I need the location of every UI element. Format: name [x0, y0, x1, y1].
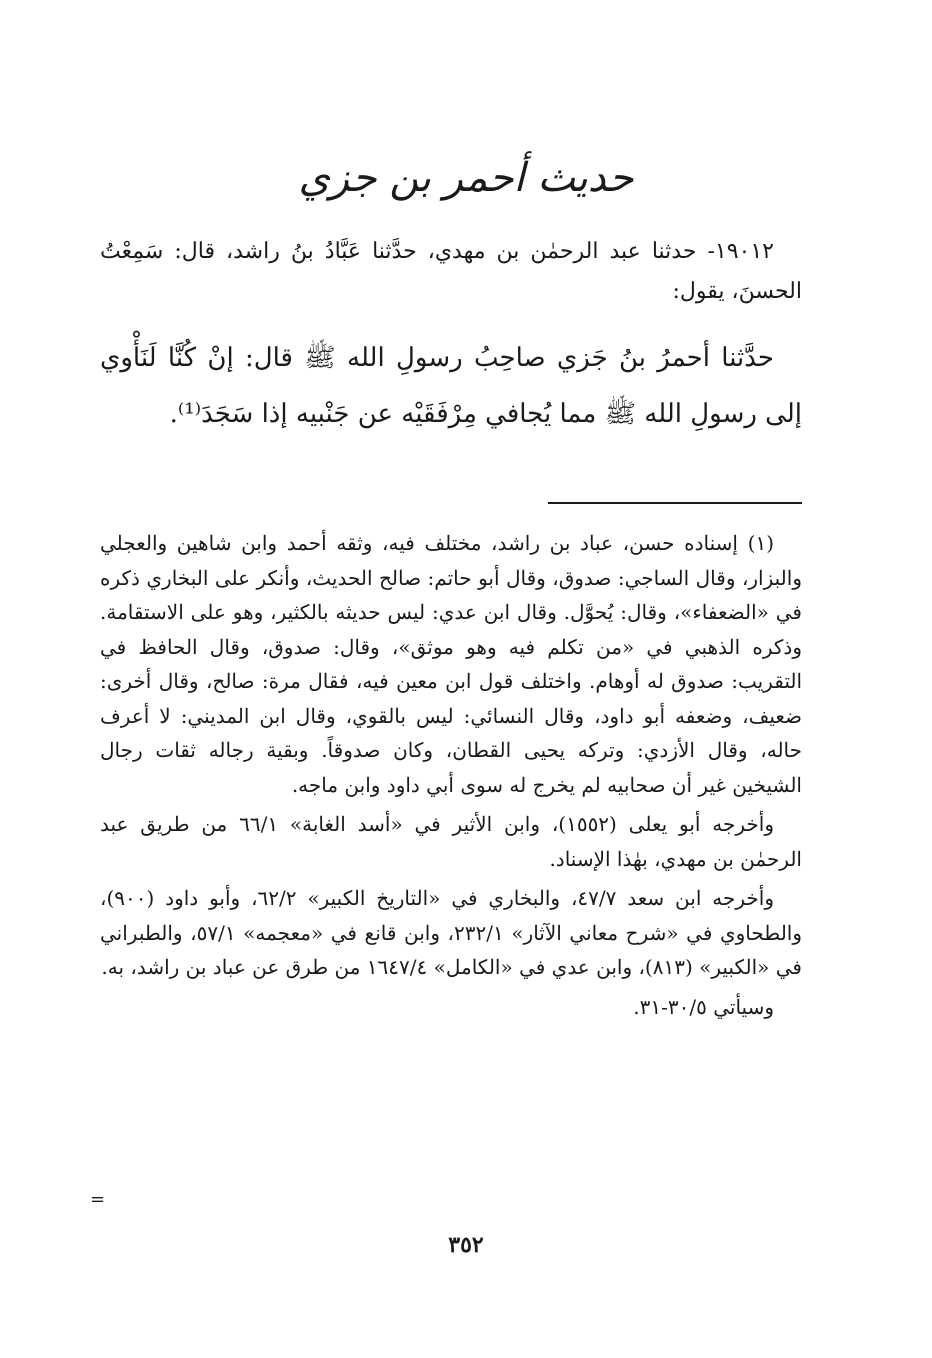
footnote-takhrij-2: وأخرجه ابن سعد ٤٧/٧، والبخاري في «التاريخ الكبير» ٦٢/٢، وأبو داود (٩٠٠)، والطحاوي في «شرح معاني الآثار» ٢٣٢/١، وابن قانع في «معجمه» ٥٧/١، والطبراني في «الكبير» (٨١٣)، وابن عدي في «الكامل» ١٦٤٧/٤ من طرق عن عباد بن راشد، به.: [100, 886, 803, 979]
hadith-intro: ١٩٠١٢- حدثنا عبد الرحمٰن بن مهدي، حدَّثنا عَبَّادُ بنُ راشد، قال: سَمِعْتُ الحسنَ، يقول:: [100, 239, 802, 304]
footnotes: [100, 526, 802, 1029]
section-heading: حديث أحمر بن جزي: [298, 155, 634, 201]
footnote-divider: [548, 502, 802, 504]
hadith-chain: [100, 232, 802, 312]
footnote-takhrij-1: وأخرجه أبو يعلى (١٥٥٢)، وابن الأثير في «أسد الغابة» ٦٦/١ من طريق عبد الرحمٰن بن مهدي، بهٰذا الإسناد.: [100, 812, 802, 871]
hadith-text: حدَّثنا أحمرُ بنُ جَزي صاحِبُ رسولِ الله ﷺ قال: إنْ كُنَّا لَنَأْوي إلى رسولِ الله ﷺ مما يُجافي مِرْفَقَيْه عن جَنْبيه إذا سَجَدَ⁽¹⁾.: [100, 343, 802, 429]
footnote-isnad: (١) إسناده حسن، عباد بن راشد، مختلف فيه، وثقه أحمد وابن شاهين والعجلي والبزار، وقال الساجي: صدوق، وقال أبو حاتم: صالح الحديث، وأنكر على البخاري ذكره في «الضعفاء»، وقال: يُحوَّل. وقال ابن عدي: ليس حديثه بالكثير، وهو على الاستقامة. وذكره الذهبي في «من تكلم فيه وهو موثق»، وقال: صدوق، وقال الحافظ في التقريب: صدوق له أوهام. واختلف قول ابن معين فيه، فقال مرة: صالح، وقال أخرى: ضعيف، وضعفه أبو داود، وقال النسائي: ليس بالقوي، وقال ابن المديني: لا أعرف حاله، وقال الأزدي: وتركه يحيى القطان، وكان صدوقاً. وبقية رجاله ثقات رجال الشيخين غير أن صحابيه لم يخرج له سوى أبي داود وابن ماجه.: [100, 531, 802, 797]
footnote-cross-reference: وسيأتي ٣٠/٥-٣١.: [633, 994, 774, 1019]
page-number: ٣٥٢: [448, 1232, 484, 1258]
continuation-mark: =: [90, 1189, 106, 1210]
